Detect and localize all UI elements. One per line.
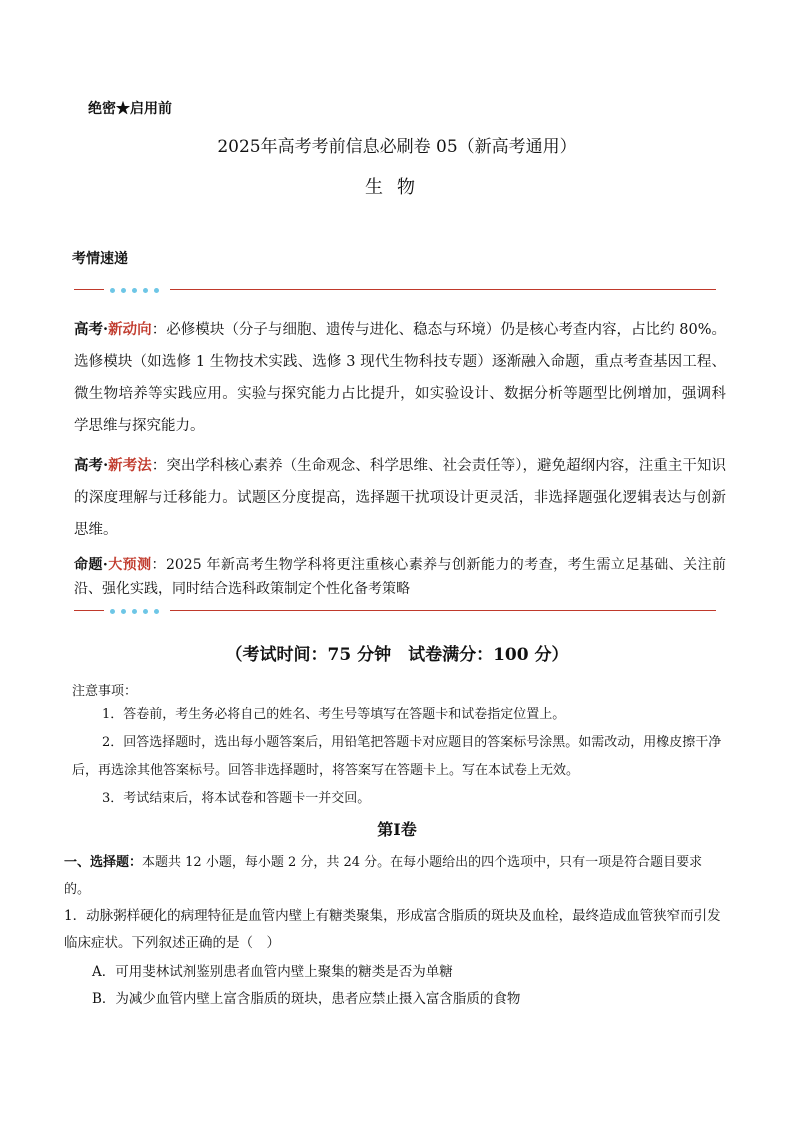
paper-title: 2025年高考考前信息必刷卷 05（新高考通用）	[217, 137, 577, 157]
trends-heading: 考情速递	[72, 251, 128, 267]
section-instructions-prefix: 一、选择题：	[64, 855, 143, 870]
divider-line-right	[170, 610, 716, 611]
section-instructions	[64, 849, 724, 903]
trend-label: 高考·	[74, 457, 109, 474]
trend-highlight: 新考法	[108, 457, 152, 474]
divider-dots	[110, 286, 176, 294]
trend-text: ：2025 年新高考生物学科将更注重核心素养与创新能力的考查，考生需立足基础、关注前沿、强化实践，同时结合选科政策制定个性化备考策略	[74, 557, 727, 597]
bottom-divider	[74, 605, 716, 617]
notice-item: 3．考试结束后，将本试卷和答题卡一并交回。	[102, 791, 371, 806]
divider-dots	[110, 607, 176, 615]
exam-time-info: （考试时间：75 分钟 试卷满分：100 分）	[225, 645, 569, 665]
trend-text: ：突出学科核心素养（生命观念、科学思维、社会责任等），避免超纲内容，注重主干知识的深度理解与迁移能力。试题区分度提高，选择题干扰项设计更灵活，非选择题强化逻辑表达与创新思维。	[74, 458, 726, 538]
section-instructions-text: 本题共 12 小题，每小题 2 分，共 24 分。在每小题给出的四个选项中，只有一项是符合题目要求的。	[64, 855, 703, 897]
subject-title: 生物	[365, 177, 429, 198]
trend-label: 命题·	[74, 557, 108, 573]
trend-highlight: 大预测	[107, 557, 152, 573]
confidential-mark: 绝密★启用前	[88, 101, 172, 117]
section-title: 第Ⅰ卷	[377, 820, 417, 839]
trend-paragraph-new-direction	[74, 314, 726, 442]
trend-paragraph-new-method	[74, 450, 726, 546]
question-option-b: B．为减少血管内壁上富含脂质的斑块，患者应禁止摄入富含脂质的食物	[92, 991, 521, 1007]
trend-highlight: 新动向	[108, 321, 152, 338]
trend-paragraph-prediction	[74, 553, 726, 601]
top-divider	[74, 284, 716, 296]
divider-line-right	[170, 289, 716, 290]
trend-label: 高考·	[74, 321, 109, 338]
notice-item: 2．回答选择题时，选出每小题答案后，用铅笔把答题卡对应题目的答案标号涂黑。如需改动，用橡皮擦干净后，再选涂其他答案标号。回答非选择题时，将答案写在答题卡上。写在本试卷上无效。	[72, 735, 722, 778]
notice-heading: 注意事项：	[72, 684, 138, 699]
divider-line-left	[74, 289, 104, 290]
divider-line-left	[74, 610, 104, 611]
notice-item: 1．答卷前，考生务必将自己的姓名、考生号等填写在答题卡和试卷指定位置上。	[102, 707, 566, 722]
trend-text: ：必修模块（分子与细胞、遗传与进化、稳态与环境）仍是核心考查内容，占比约 80%。选修模块（如选修 1 生物技术实践、选修 3 现代生物科技专题）逐渐融入命题，重点考查基因工程、微生物培养等实践应用。实验与探究能力占比提升，如实验设计、数据分析等题型比例增加，强调科学思维与探究能力。	[74, 322, 726, 434]
question-option-a: A．可用斐林试剂鉴别患者血管内壁上聚集的糖类是否为单糖	[92, 964, 453, 980]
question-stem: 1．动脉粥样硬化的病理特征是血管内壁上有糖类聚集，形成富含脂质的斑块及血栓，最终造成血管狭窄而引发临床症状。下列叙述正确的是（ ）	[64, 908, 721, 951]
